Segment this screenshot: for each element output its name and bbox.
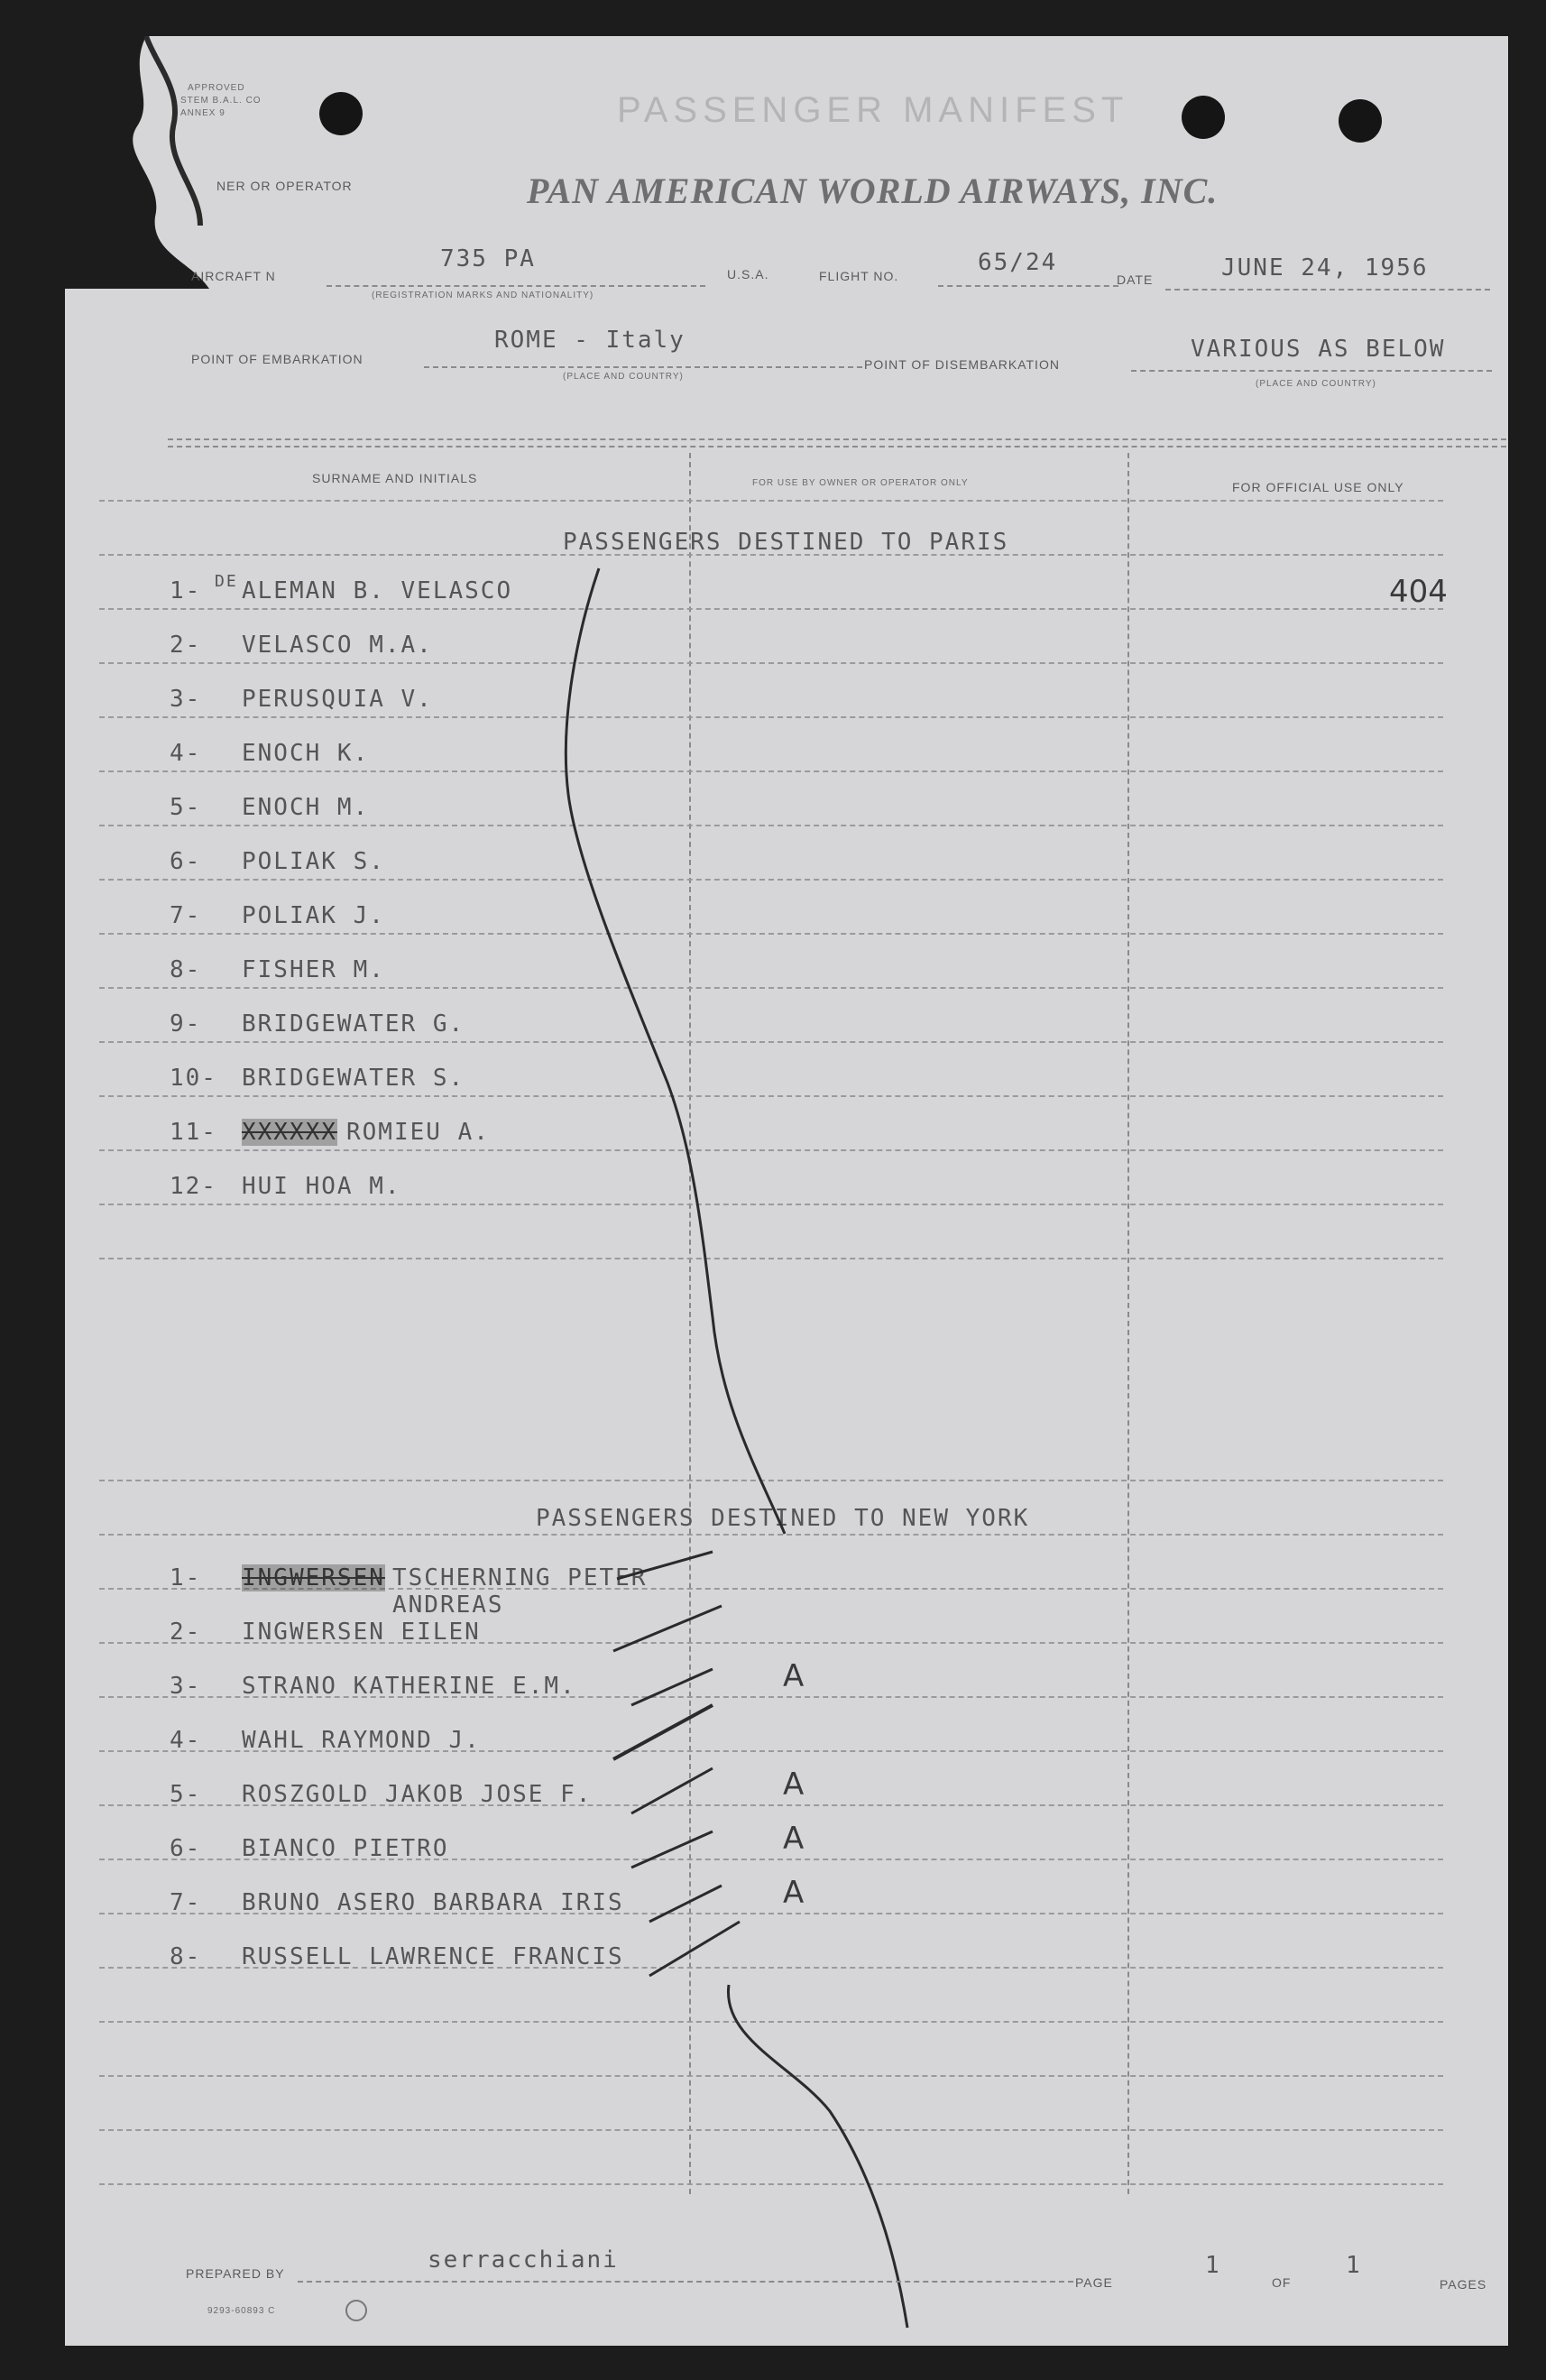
passenger-number: 1- bbox=[170, 1564, 202, 1591]
aircraft-value: 735 PA bbox=[440, 245, 536, 272]
manifest-title: PASSENGER MANIFEST bbox=[617, 90, 1129, 130]
approved-stamp: APPROVED bbox=[188, 83, 245, 93]
passenger-name: BIANCO PIETRO bbox=[242, 1835, 449, 1862]
passenger-number: 5- bbox=[170, 794, 202, 821]
passenger-number: 8- bbox=[170, 1943, 202, 1970]
embark-label: POINT OF EMBARKATION bbox=[191, 352, 363, 366]
col-official-header: FOR OFFICIAL USE ONLY bbox=[1232, 480, 1404, 494]
of-value: 1 bbox=[1346, 2252, 1362, 2279]
prepared-label: PREPARED BY bbox=[186, 2266, 285, 2281]
form-number: 9293-60893 C bbox=[207, 2306, 276, 2316]
disembark-sub: (PLACE AND COUNTRY) bbox=[1256, 379, 1376, 389]
passenger-number: 2- bbox=[170, 632, 202, 659]
approved-stamp-line3: ANNEX 9 bbox=[180, 108, 225, 118]
passenger-number: 4- bbox=[170, 740, 202, 767]
passenger-prefix: DE bbox=[215, 572, 238, 591]
newyork-heading: PASSENGERS DESTINED TO NEW YORK bbox=[536, 1505, 1030, 1532]
passenger-name: POLIAK J. bbox=[242, 902, 385, 929]
union-bug-icon bbox=[343, 2297, 370, 2324]
passenger-name: BRUNO ASERO BARBARA IRIS bbox=[242, 1889, 624, 1916]
prepared-value: serracchiani bbox=[428, 2246, 619, 2274]
struck-out-text: XXXXXX bbox=[242, 1119, 337, 1146]
page-label: PAGE bbox=[1075, 2275, 1113, 2290]
handwritten-mark: A bbox=[783, 1821, 805, 1857]
passenger-name: BRIDGEWATER S. bbox=[242, 1065, 465, 1092]
aircraft-label: AIRCRAFT N bbox=[191, 269, 276, 283]
airline-name: PAN AMERICAN WORLD AIRWAYS, INC. bbox=[527, 171, 1219, 211]
page-value: 1 bbox=[1205, 2252, 1221, 2279]
passenger-number: 8- bbox=[170, 956, 202, 983]
passenger-name: PERUSQUIA V. bbox=[242, 686, 433, 713]
passenger-name: ALEMAN B. VELASCO bbox=[242, 577, 513, 604]
handwritten-mark: A bbox=[783, 1767, 805, 1803]
passenger-number: 4- bbox=[170, 1727, 202, 1754]
passenger-name: FISHER M. bbox=[242, 956, 385, 983]
paris-heading: PASSENGERS DESTINED TO PARIS bbox=[563, 529, 1009, 556]
passenger-name: ENOCH M. bbox=[242, 794, 370, 821]
passenger-number: 1- bbox=[170, 577, 202, 604]
official-mark-404: 404 bbox=[1389, 574, 1448, 610]
passenger-number: 6- bbox=[170, 848, 202, 875]
pages-label: PAGES bbox=[1440, 2277, 1487, 2292]
aircraft-sub: (REGISTRATION MARKS AND NATIONALITY) bbox=[372, 291, 594, 300]
passenger-name: WAHL RAYMOND J. bbox=[242, 1727, 481, 1754]
col-owner-header: FOR USE BY OWNER OR OPERATOR ONLY bbox=[752, 478, 969, 488]
passenger-name: POLIAK S. bbox=[242, 848, 385, 875]
date-value: JUNE 24, 1956 bbox=[1221, 254, 1429, 281]
approved-stamp-line2: STEM B.A.L. CO bbox=[180, 96, 262, 106]
passenger-number: 6- bbox=[170, 1835, 202, 1862]
passenger-name: TSCHERNING PETER ANDREAS bbox=[392, 1564, 648, 1619]
passenger-number: 10- bbox=[170, 1065, 217, 1092]
passenger-number: 7- bbox=[170, 1889, 202, 1916]
passenger-name: BRIDGEWATER G. bbox=[242, 1010, 465, 1038]
passenger-name: ROSZGOLD JAKOB JOSE F. bbox=[242, 1781, 593, 1808]
struck-out-text: INGWERSEN bbox=[242, 1564, 385, 1591]
passenger-name: VELASCO M.A. bbox=[242, 632, 433, 659]
disembark-label: POINT OF DISEMBARKATION bbox=[864, 357, 1060, 372]
handwritten-mark: A bbox=[783, 1658, 805, 1694]
passenger-name: ROMIEU A. bbox=[346, 1119, 490, 1146]
passenger-name: HUI HOA M. bbox=[242, 1173, 401, 1200]
passenger-name: ENOCH K. bbox=[242, 740, 370, 767]
owner-label: NER OR OPERATOR bbox=[216, 179, 353, 193]
of-label: OF bbox=[1272, 2275, 1292, 2290]
embark-sub: (PLACE AND COUNTRY) bbox=[563, 372, 684, 382]
usa-label: U.S.A. bbox=[727, 267, 769, 281]
passenger-number: 12- bbox=[170, 1173, 217, 1200]
passenger-number: 3- bbox=[170, 686, 202, 713]
disembark-value: VARIOUS AS BELOW bbox=[1191, 336, 1446, 363]
passenger-number: 5- bbox=[170, 1781, 202, 1808]
flight-label: FLIGHT NO. bbox=[819, 269, 899, 283]
passenger-number: 9- bbox=[170, 1010, 202, 1038]
passenger-name: INGWERSEN EILEN bbox=[242, 1619, 481, 1646]
date-label: DATE bbox=[1117, 272, 1154, 287]
col-surname-header: SURNAME AND INITIALS bbox=[312, 471, 478, 485]
passenger-number: 2- bbox=[170, 1619, 202, 1646]
passenger-name: STRANO KATHERINE E.M. bbox=[242, 1673, 576, 1700]
passenger-number: 7- bbox=[170, 902, 202, 929]
flight-value: 65/24 bbox=[978, 249, 1058, 276]
passenger-number: 3- bbox=[170, 1673, 202, 1700]
embark-value: ROME - Italy bbox=[494, 327, 686, 354]
passenger-name: RUSSELL LAWRENCE FRANCIS bbox=[242, 1943, 624, 1970]
handwritten-mark: A bbox=[783, 1875, 805, 1911]
passenger-number: 11- bbox=[170, 1119, 217, 1146]
